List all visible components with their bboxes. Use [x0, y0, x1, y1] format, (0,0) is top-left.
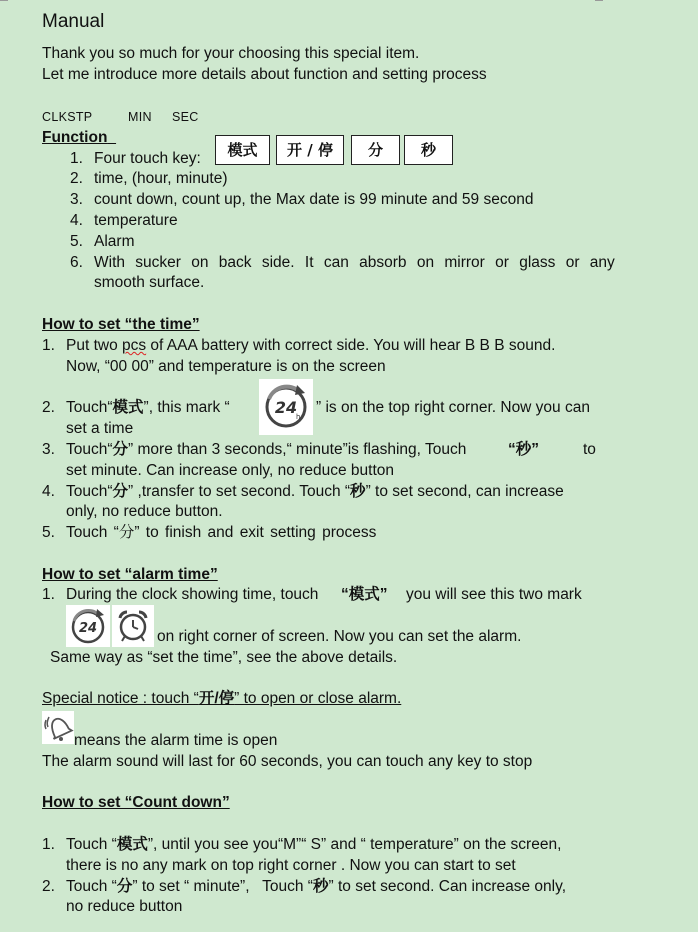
set-alarm-step-1-end: you will see this two mark [406, 586, 582, 603]
key-code-clkstp: CLKSTP [42, 110, 93, 124]
set-time-step-4: Touch“分” ,transfer to set second. Touch “秒” to set second, can increase [66, 483, 564, 500]
key-code-sec: SEC [172, 110, 199, 124]
set-time-step-3: Touch“分” more than 3 seconds,“ minute”is flashing, Touch [66, 441, 467, 458]
set-time-step-1: Put two pcs of AAA battery with correct side. You will hear B B B sound. [66, 337, 556, 354]
set-time-step-2-end: ” is on the top right corner. Now you can [316, 399, 590, 416]
alarm-sound-note: The alarm sound will last for 60 seconds, you can touch any key to stop [42, 753, 533, 770]
list-number: 5. [70, 233, 83, 250]
crop-mark [0, 0, 8, 1]
count-down-step-2: Touch “分” to set “ minute”, Touch “秒” to set second. Can increase only, [66, 878, 567, 895]
set-alarm-heading: How to set “alarm time” [42, 566, 218, 583]
set-time-step-4-cont: only, no reduce button. [66, 503, 223, 520]
list-number: 4. [42, 483, 55, 500]
intro-line: Thank you so much for your choosing this special item. [42, 45, 420, 62]
set-time-step-1-cont: Now, “00 00” and temperature is on the screen [66, 358, 386, 375]
set-time-step-2: Touch“模式”, this mark “ [66, 399, 230, 416]
set-time-heading: How to set “the time” [42, 316, 200, 333]
list-item: With sucker on back side. It can absorb on mirror or glass or any [94, 254, 615, 271]
list-number: 1. [70, 150, 83, 167]
crop-mark [595, 0, 603, 1]
set-alarm-step-1-key: “模式” [341, 586, 388, 603]
list-item: Alarm [94, 233, 135, 250]
set-alarm-step-1: During the clock showing time, touch [66, 586, 319, 603]
special-notice: Special notice : touch “开/停” to open or close alarm. [42, 690, 402, 707]
count-down-step-1-cont: there is no any mark on top right corner . Now you can start to set [66, 857, 516, 874]
page-title: Manual [42, 11, 105, 32]
count-down-heading: How to set “Count down” [42, 794, 230, 811]
list-number: 2. [42, 878, 55, 895]
list-item: temperature [94, 212, 178, 229]
key-minute: 分 [351, 135, 400, 165]
bell-icon [42, 711, 74, 744]
list-number: 1. [42, 337, 55, 354]
list-number: 3. [42, 441, 55, 458]
list-number: 2. [42, 399, 55, 416]
list-item-continued: smooth surface. [94, 274, 205, 291]
key-start-stop: 开 / 停 [276, 135, 344, 165]
count-down-step-2-cont: no reduce button [66, 898, 183, 915]
list-number: 3. [70, 191, 83, 208]
bell-description: means the alarm time is open [74, 732, 278, 749]
list-number: 4. [70, 212, 83, 229]
list-number: 2. [70, 170, 83, 187]
key-second: 秒 [404, 135, 453, 165]
set-time-step-2-cont: set a time [66, 420, 134, 437]
intro-line: Let me introduce more details about function and setting process [42, 66, 487, 83]
svg-text:24: 24 [78, 621, 98, 636]
set-alarm-step-1-cont: on right corner of screen. Now you can set the alarm. [157, 628, 522, 645]
set-time-step-3-cont: set minute. Can increase only, no reduce button [66, 462, 394, 479]
list-number: 1. [42, 836, 55, 853]
count-down-step-1: Touch “模式”, until you see you“M”“ S” and “ temperature” on the screen, [66, 836, 562, 853]
set-time-step-3-end: to [583, 441, 596, 458]
svg-text:h: h [296, 413, 301, 421]
clock-24-icon [66, 605, 110, 647]
list-item: time, (hour, minute) [94, 170, 228, 187]
list-number: 6. [70, 254, 83, 271]
set-time-step-3-key: “秒” [508, 441, 540, 458]
key-mode: 模式 [215, 135, 270, 165]
set-alarm-step-1-cont2: Same way as “set the time”, see the above details. [50, 649, 398, 666]
list-item: Four touch key: [94, 150, 201, 167]
list-number: 1. [42, 586, 55, 603]
list-item: count down, count up, the Max date is 99 minute and 59 second [94, 191, 534, 208]
key-code-min: MIN [128, 110, 152, 124]
list-number: 5. [42, 524, 55, 541]
svg-text:24: 24 [274, 398, 298, 417]
clock-24-icon [259, 379, 313, 435]
function-heading: Function [42, 129, 108, 146]
alarm-clock-icon [112, 605, 154, 647]
set-time-step-5: Touch “分” to finish and exit setting process [66, 524, 377, 541]
